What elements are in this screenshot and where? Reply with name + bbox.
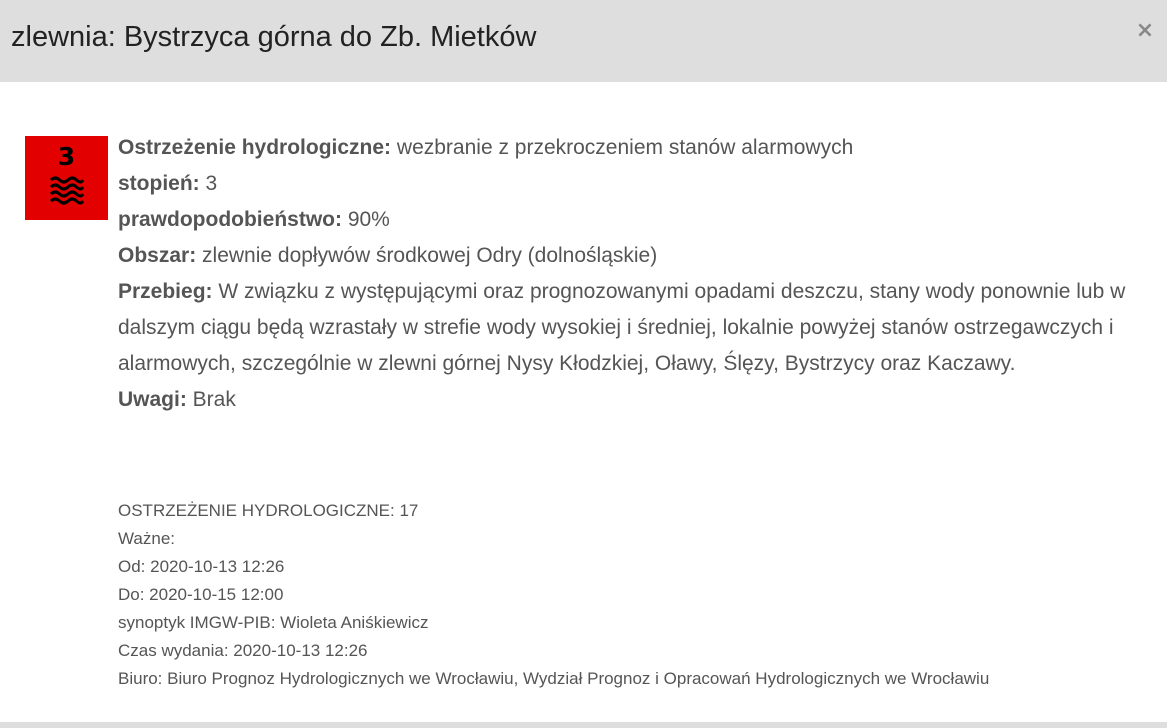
warning-degree-value: 3 xyxy=(199,172,218,195)
warning-type-value: wezbranie z przekroczeniem stanów alarmowych xyxy=(391,136,854,159)
warning-course-row xyxy=(118,274,1158,382)
warning-metadata xyxy=(118,497,1163,693)
warning-area-value: zlewnie dopływów środkowej Odry (dolnośląskie) xyxy=(196,244,658,267)
warning-forecaster: synoptyk IMGW-PIB: Wioleta Aniśkiewicz xyxy=(118,613,429,632)
warning-notes-value: Brak xyxy=(186,388,236,411)
warning-probability-row xyxy=(118,202,1158,238)
warning-probability-label: prawdopodobieństwo: xyxy=(118,208,342,231)
warning-notes-label: Uwagi: xyxy=(118,388,187,411)
warning-level-number: 3 xyxy=(57,142,76,171)
warning-type-row xyxy=(118,130,1158,166)
water-waves-icon xyxy=(50,175,84,205)
warning-valid-to: Do: 2020-10-15 12:00 xyxy=(118,585,284,604)
modal-footer xyxy=(0,722,1167,728)
warning-office: Biuro: Biuro Prognoz Hydrologicznych we Wrocławiu, Wydział Prognoz i Opracowań Hydrologicznych we Wrocławiu xyxy=(118,669,990,688)
warning-course-label: Przebieg: xyxy=(118,280,213,303)
warning-type-label: Ostrzeżenie hydrologiczne: xyxy=(118,136,392,159)
warning-area-label: Obszar: xyxy=(118,244,197,267)
modal-header xyxy=(0,0,1167,82)
warning-course-value: W związku z występującymi oraz prognozowanymi opadami deszczu, stany wody ponownie lub w dalszym ciągu będą wzrastały w strefie wody wysokiej i średniej, lokalnie powyżej stanów ostrzegawczych i alarmowych, szczególnie w zlewni górnej Nysy Kłodzkiej, Oławy, Ślęzy, Bystrzycy oraz Kaczawy. xyxy=(118,280,1126,375)
warning-details xyxy=(118,130,1158,418)
warning-area-row xyxy=(118,238,1158,274)
warning-issue-time: Czas wydania: 2020-10-13 12:26 xyxy=(118,641,368,660)
warning-degree-row xyxy=(118,166,1158,202)
warning-number: OSTRZEŻENIE HYDROLOGICZNE: 17 xyxy=(118,501,419,520)
warning-valid-label: Ważne: xyxy=(118,529,176,548)
warning-degree-label: stopień: xyxy=(118,172,200,195)
modal-title: zlewnia: Bystrzyca górna do Zb. Mietków xyxy=(11,21,537,53)
warning-level-badge xyxy=(25,136,108,220)
warning-valid-from: Od: 2020-10-13 12:26 xyxy=(118,557,285,576)
warning-notes-row xyxy=(118,382,1158,418)
close-button[interactable]: × xyxy=(1133,17,1157,45)
warning-probability-value: 90% xyxy=(341,208,390,231)
